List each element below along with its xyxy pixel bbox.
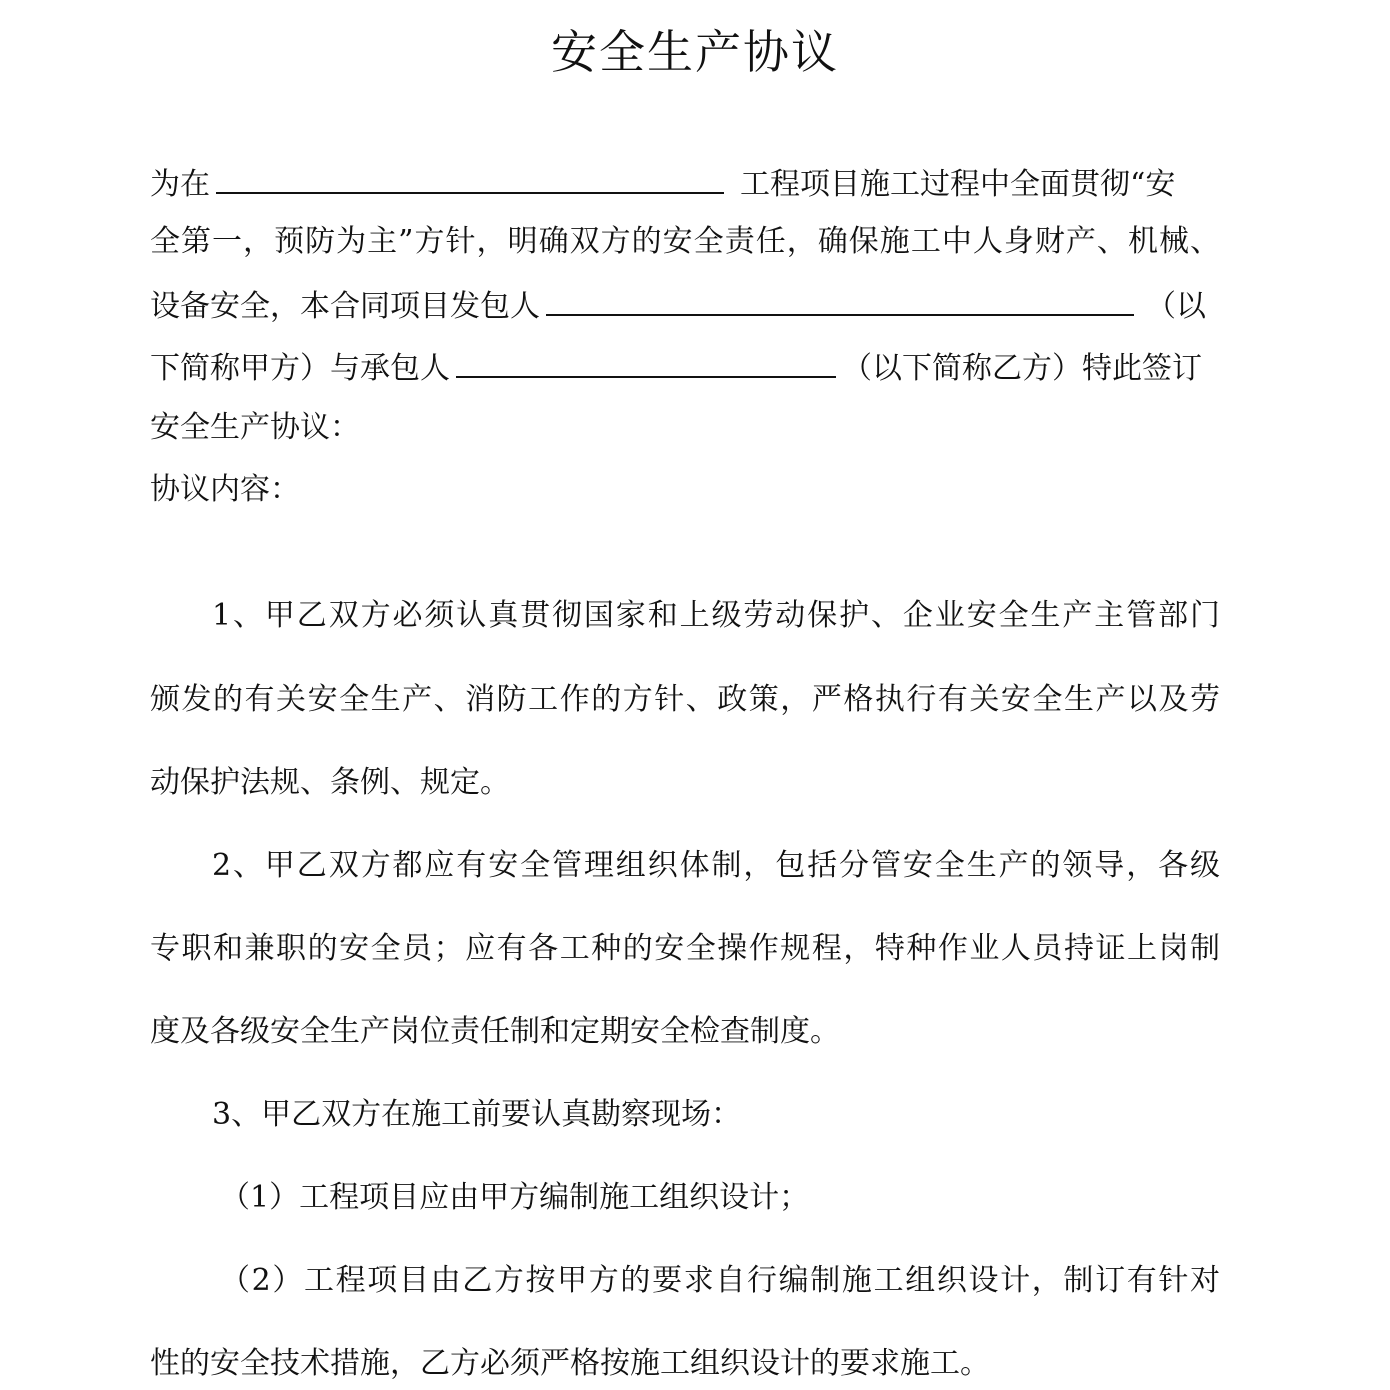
item-3-sub-2-line-1: （2）工程项目由乙方按甲方的要求自行编制施工组织设计，制订有针对 [220, 1263, 1222, 1298]
item-1-line-2: 颁发的有关安全生产、消防工作的方针、政策，严格执行有关安全生产以及劳 [150, 682, 1222, 717]
document-title: 安全生产协议 [551, 25, 839, 79]
intro-text: 设备安全，本合同项目发包人 [150, 289, 540, 324]
intro-text: 下简称甲方）与承包人 [150, 351, 450, 386]
section-label: 协议内容： [150, 472, 300, 507]
item-3-sub-1: （1）工程项目应由甲方编制施工组织设计； [220, 1180, 810, 1215]
item-3-line-1: 3、甲乙双方在施工前要认真勘察现场： [212, 1097, 742, 1132]
contractor-name-blank[interactable] [456, 346, 836, 378]
intro-line-2: 全第一，预防为主”方针，明确双方的安全责任，确保施工中人身财产、机械、 [150, 224, 1222, 259]
intro-line-5: 安全生产协议： [150, 410, 360, 445]
item-1-line-1: 1、甲乙双方必须认真贯彻国家和上级劳动保护、企业安全生产主管部门 [212, 598, 1222, 633]
project-name-blank[interactable] [216, 162, 724, 194]
employer-name-blank[interactable] [546, 284, 1134, 316]
intro-line-4 [150, 346, 1220, 389]
item-1-line-3: 动保护法规、条例、规定。 [150, 765, 510, 800]
intro-text: 为在 [150, 167, 210, 202]
item-3-sub-2-line-2: 性的安全技术措施，乙方必须严格按施工组织设计的要求施工。 [150, 1346, 990, 1381]
intro-line-1 [150, 162, 1220, 205]
intro-text: （以 [1146, 289, 1206, 324]
intro-text: （以下简称乙方）特此签订 [842, 351, 1202, 386]
intro-text: 工程项目施工过程中全面贯彻“安 [740, 167, 1176, 202]
item-2-line-2: 专职和兼职的安全员；应有各工种的安全操作规程，特种作业人员持证上岗制 [150, 931, 1222, 966]
intro-line-3 [150, 284, 1220, 327]
item-2-line-1: 2、甲乙双方都应有安全管理组织体制，包括分管安全生产的领导，各级 [212, 848, 1222, 883]
item-2-line-3: 度及各级安全生产岗位责任制和定期安全检查制度。 [150, 1014, 840, 1049]
